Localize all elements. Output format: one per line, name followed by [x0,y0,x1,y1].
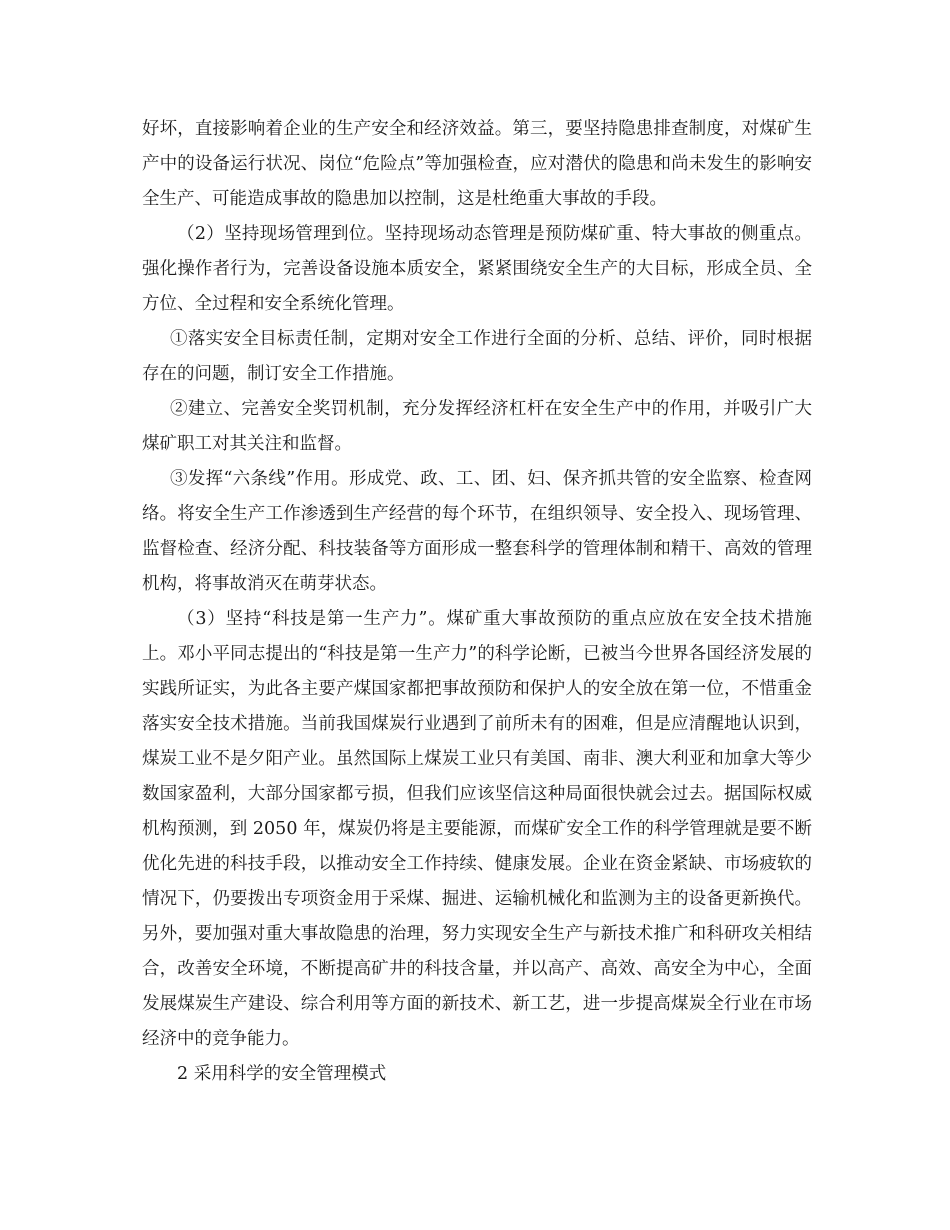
paragraph-technology: （3）坚持“科技是第一生产力”。煤矿重大事故预防的重点应放在安全技术措施上。邓小平同志提出的“科技是第一生产力”的科学论断，已被当今世界各国经济发展的实践所证实，为此各主要产煤国家都把事故预防和保护人的安全放在第一位，不惜重金落实安全技术措施。当前我国煤炭行业遇到了前所未有的困难，但是应清醒地认识到，煤炭工业不是夕阳产业。虽然国际上煤炭工业只有美国、南非、澳大利亚和加拿大等少数国家盈利，大部分国家都亏损，但我们应该坚信这种局面很快就会过去。据国际权威机构预测，到 2050 年，煤炭仍将是主要能源，而煤矿安全工作的科学管理就是要不断优化先进的科技手段，以推动安全工作持续、健康发展。企业在资金紧缺、市场疲软的情况下，仍要拨出专项资金用于采煤、掘进、运输机械化和监测为主的设备更新换代。另外，要加强对重大事故隐患的治理，努力实现安全生产与新技术推广和科研攻关相结合，改善安全环境，不断提高矿井的科技含量，并以高产、高效、高安全为中心，全面发展煤炭生产建设、综合利用等方面的新技术、新工艺，进一步提高煤炭全行业在市场经济中的竞争能力。 [142,609,812,1049]
paragraph-item-2: ②建立、完善安全奖罚机制，充分发挥经济杠杆在安全生产中的作用，并吸引广大煤矿职工对其关注和监督。 [142,399,812,454]
paragraph-site-management: （2）坚持现场管理到位。坚持现场动态管理是预防煤矿重、特大事故的侧重点。强化操作者行为，完善设备设施本质安全，紧紧围绕安全生产的大目标，形成全员、全方位、全过程和安全系统化管理。 [142,224,812,314]
paragraph-item-1: ①落实安全目标责任制，定期对安全工作进行全面的分析、总结、评价，同时根据存在的问题，制订安全工作措施。 [142,329,812,384]
document-body [142,112,812,1092]
paragraph-item-3: ③发挥“六条线”作用。形成党、政、工、团、妇、保齐抓共管的安全监察、检查网络。将安全生产工作渗透到生产经营的每个环节，在组织领导、安全投入、现场管理、监督检查、经济分配、科技装备等方面形成一整套科学的管理体制和精干、高效的管理机构，将事故消灭在萌芽状态。 [142,469,812,594]
paragraph-continuation: 好坏，直接影响着企业的生产安全和经济效益。第三，要坚持隐患排查制度，对煤矿生产中的设备运行状况、岗位“危险点”等加强检查，应对潜伏的隐患和尚未发生的影响安全生产、可能造成事故的隐患加以控制，这是杜绝重大事故的手段。 [142,119,812,209]
section-heading: 2 采用科学的安全管理模式 [177,1064,387,1084]
